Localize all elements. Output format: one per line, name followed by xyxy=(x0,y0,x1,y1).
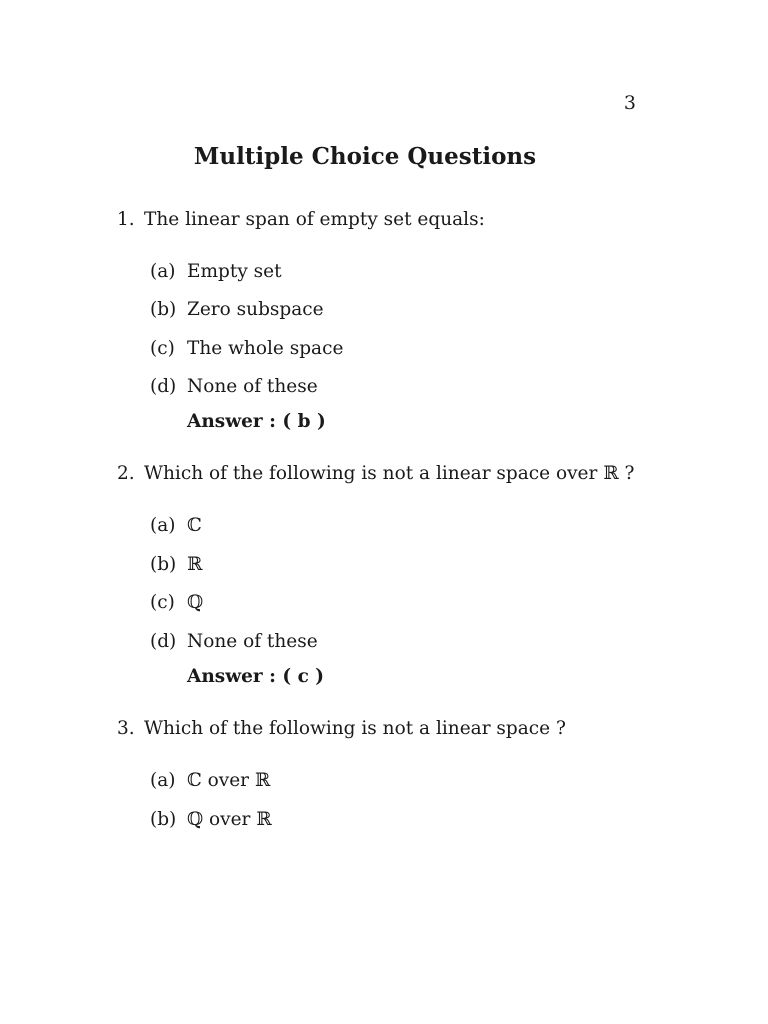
option-text: ℂ over ℝ xyxy=(187,770,271,791)
option-label: (b) xyxy=(150,299,177,320)
option-label: (a) xyxy=(150,770,176,791)
page-title: Multiple Choice Questions xyxy=(193,143,537,170)
question-2 xyxy=(117,463,634,484)
question-text: Which of the following is not a linear space over ℝ ? xyxy=(144,463,635,484)
question-2-option-c xyxy=(150,592,203,613)
question-1-option-b xyxy=(150,299,324,320)
option-label: (d) xyxy=(150,631,177,652)
option-label: (d) xyxy=(150,376,177,397)
page-number: 3 xyxy=(623,92,636,114)
option-text: ℚ xyxy=(187,592,204,613)
option-text: Zero subspace xyxy=(187,299,324,320)
question-number: 1. xyxy=(117,209,135,230)
question-2-option-b xyxy=(150,554,202,575)
question-2-answer: Answer : ( c ) xyxy=(187,666,325,687)
option-label: (a) xyxy=(150,515,176,536)
question-1-option-c xyxy=(150,338,343,359)
question-1-answer: Answer : ( b ) xyxy=(187,411,326,432)
question-3-option-a xyxy=(150,770,270,791)
option-text: The whole space xyxy=(187,338,344,359)
question-1-option-a xyxy=(150,261,282,282)
question-1-option-d xyxy=(150,376,318,397)
option-text: ℂ xyxy=(187,515,202,536)
option-label: (a) xyxy=(150,261,176,282)
question-number: 2. xyxy=(117,463,135,484)
question-2-option-d xyxy=(150,631,318,652)
option-text: None of these xyxy=(187,376,318,397)
option-label: (c) xyxy=(150,592,175,613)
option-label: (c) xyxy=(150,338,175,359)
option-label: (b) xyxy=(150,809,177,830)
option-text: Empty set xyxy=(187,261,282,282)
question-3 xyxy=(117,718,566,739)
question-number: 3. xyxy=(117,718,135,739)
option-text: None of these xyxy=(187,631,318,652)
question-text: Which of the following is not a linear space ? xyxy=(144,718,566,739)
question-3-option-b xyxy=(150,809,272,830)
option-text: ℝ xyxy=(187,554,203,575)
question-1 xyxy=(117,209,485,230)
option-label: (b) xyxy=(150,554,177,575)
question-2-option-a xyxy=(150,515,202,536)
question-text: The linear span of empty set equals: xyxy=(144,209,485,230)
option-text: ℚ over ℝ xyxy=(187,809,272,830)
